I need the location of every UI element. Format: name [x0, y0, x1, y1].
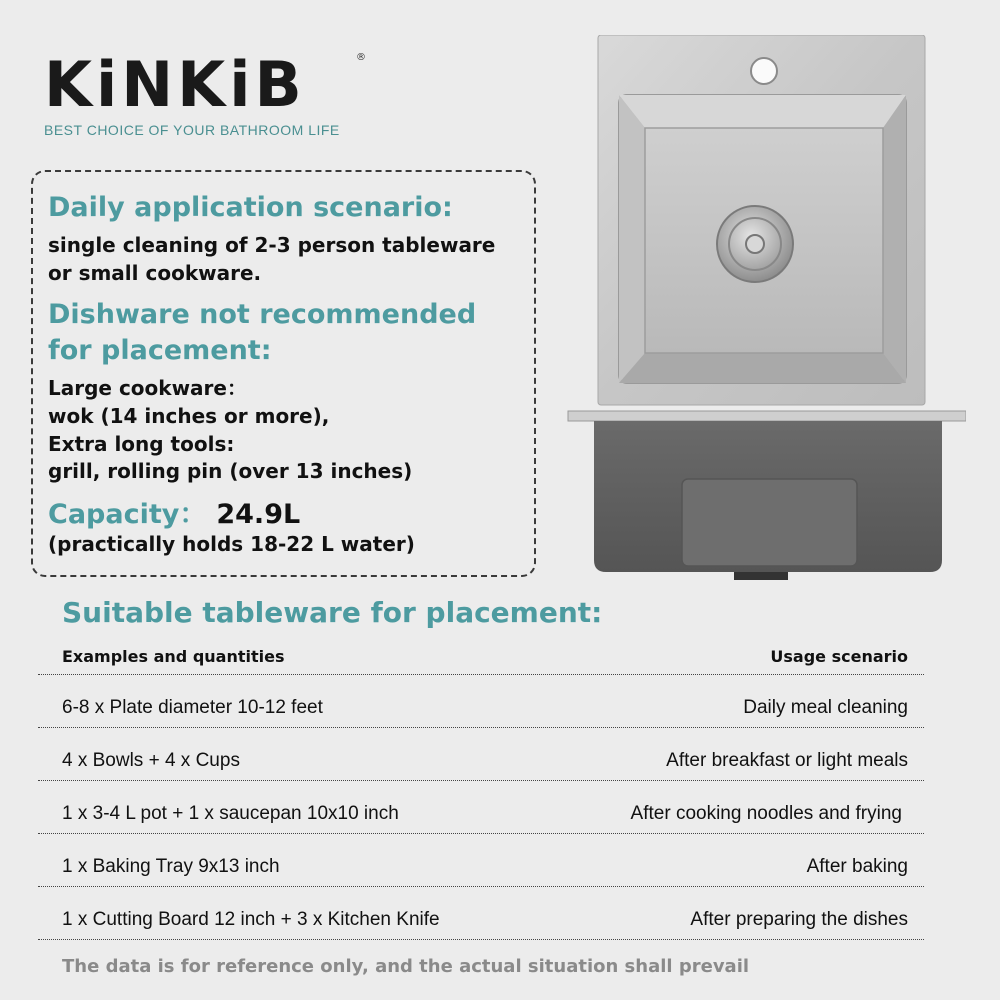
table-header-row: [38, 634, 924, 675]
faucet-hole: [751, 58, 777, 84]
capacity-note: (practically holds 18-22 L water): [48, 532, 415, 556]
row-example: 4 x Bowls + 4 x Cups: [62, 750, 240, 771]
table-title: Suitable tableware for placement:: [62, 596, 603, 629]
extra-long-tools: Extra long tools:: [48, 432, 235, 456]
row-usage: After cooking noodles and frying: [630, 803, 902, 824]
sink-image: [566, 35, 966, 580]
row-usage: After baking: [806, 856, 908, 877]
row-example: 1 x Baking Tray 9x13 inch: [62, 856, 280, 877]
capacity-row: [48, 497, 300, 532]
daily-heading: Daily application scenario:: [48, 192, 453, 223]
footer-note: The data is for reference only, and the actual situation shall prevail: [62, 956, 750, 977]
row-usage: Daily meal cleaning: [743, 697, 908, 718]
wok-text: wok (14 inches or more),: [48, 404, 330, 428]
registered-mark: ®: [356, 52, 366, 63]
capacity-label: Capacity：: [48, 499, 207, 530]
table-row: [38, 833, 924, 887]
grill-text: grill, rolling pin (over 13 inches): [48, 459, 413, 483]
table-row: [38, 780, 924, 834]
brand-logo: [44, 48, 366, 138]
header-usage: Usage scenario: [770, 647, 908, 666]
row-example: 1 x Cutting Board 12 inch + 3 x Kitchen Knife: [62, 909, 440, 930]
header-examples: Examples and quantities: [62, 647, 285, 666]
brand-tagline: BEST CHOICE OF YOUR BATHROOM LIFE: [44, 122, 340, 138]
row-example: 6-8 x Plate diameter 10-12 feet: [62, 697, 323, 718]
row-example: 1 x 3-4 L pot + 1 x saucepan 10x10 inch: [62, 803, 399, 824]
large-cookware: Large cookware：: [48, 376, 247, 400]
capacity-value: 24.9L: [216, 499, 301, 530]
table-row: [38, 727, 924, 781]
brand-name: KiNKiB: [44, 48, 306, 121]
table-row: [38, 674, 924, 728]
daily-line1: single cleaning of 2-3 person tableware: [48, 233, 496, 257]
table-row: [38, 886, 924, 940]
row-usage: After preparing the dishes: [690, 909, 908, 930]
not-recommended-line1: Dishware not recommended: [48, 299, 477, 330]
row-usage: After breakfast or light meals: [666, 750, 908, 771]
daily-line2: or small cookware.: [48, 261, 262, 285]
not-recommended-line2: for placement:: [48, 335, 272, 366]
